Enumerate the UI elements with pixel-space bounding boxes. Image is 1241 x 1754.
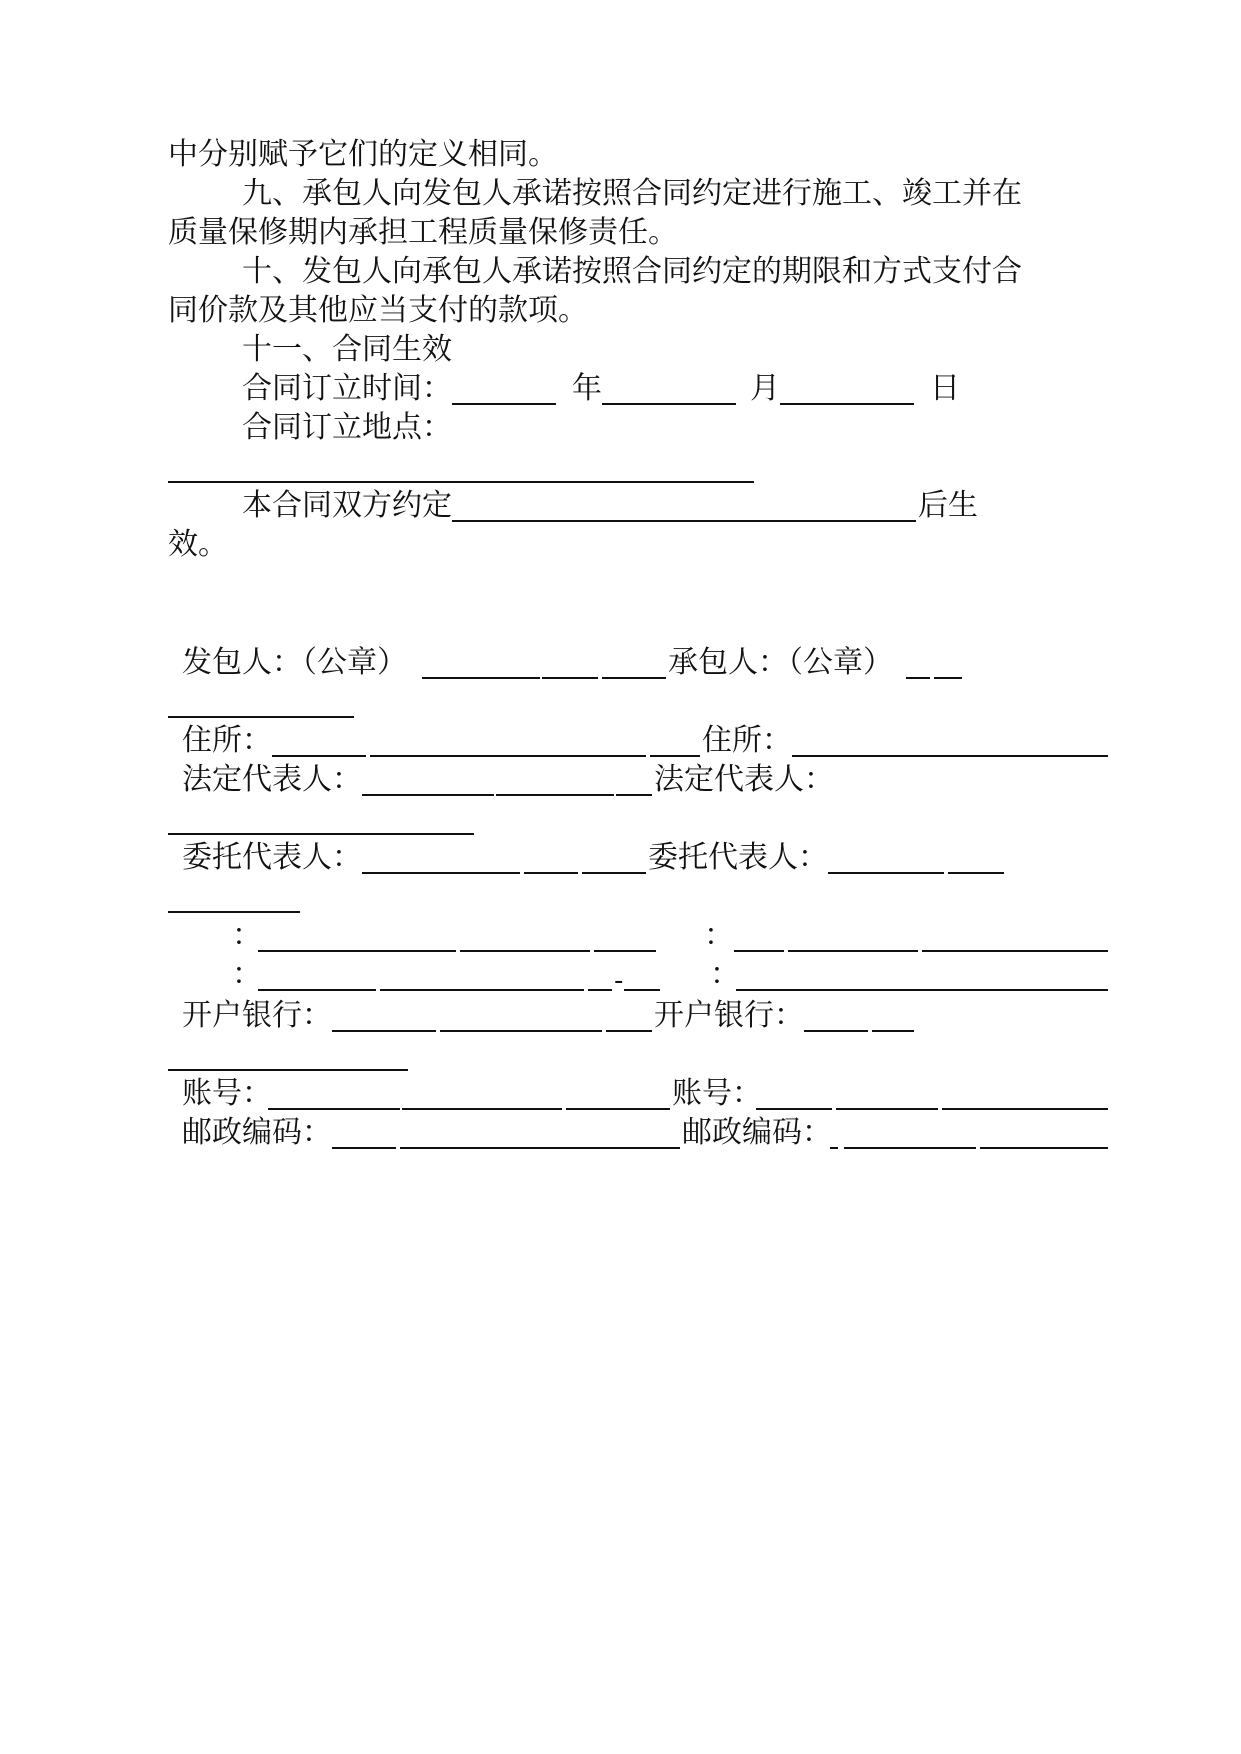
employer-legal-rep-blank-3[interactable]	[616, 794, 652, 796]
employer-postcode-blank-2[interactable]	[400, 1147, 680, 1149]
clause-10-line-1: 十、发包人向承包人承诺按照合同约定的期限和方式支付合	[242, 254, 1022, 289]
employer-seal-label: 发包人：（公章）	[182, 645, 407, 680]
contractor-authorized-rep-blank-1[interactable]	[828, 872, 944, 874]
year-blank[interactable]	[452, 403, 556, 405]
year-label: 年	[572, 371, 602, 406]
employer-unlabeled-2-blank-1[interactable]	[258, 989, 376, 991]
employer-unlabeled-2-dash: -	[614, 966, 624, 996]
signing-place-blank[interactable]	[168, 481, 754, 483]
employer-legal-rep-label: 法定代表人：	[182, 762, 362, 797]
signing-time-label: 合同订立时间：	[242, 371, 452, 406]
contractor-unlabeled-1-blank-2[interactable]	[788, 950, 918, 952]
employer-account-label: 账号：	[182, 1076, 272, 1111]
employer-unlabeled-2-colon: ：	[232, 957, 262, 992]
contractor-authorized-rep-blank-2[interactable]	[948, 872, 1004, 874]
employer-address-blank-3[interactable]	[650, 755, 700, 757]
contractor-seal-blank-1[interactable]	[906, 677, 930, 679]
contractor-seal-blank-2[interactable]	[934, 677, 962, 679]
employer-postcode-label: 邮政编码：	[182, 1115, 332, 1150]
employer-authorized-rep-label: 委托代表人：	[182, 840, 362, 875]
employer-unlabeled-2-blank-3[interactable]	[588, 989, 612, 991]
employer-unlabeled-1-blank-1[interactable]	[258, 950, 456, 952]
employer-bank-blank-1[interactable]	[332, 1030, 436, 1032]
employer-account-blank-3[interactable]	[566, 1108, 670, 1110]
employer-unlabeled-2-blank-2[interactable]	[380, 989, 584, 991]
employer-unlabeled-2-blank-4[interactable]	[624, 989, 660, 991]
day-blank[interactable]	[780, 403, 914, 405]
effect-suffix-line-2: 效。	[168, 527, 228, 562]
contractor-seal-blank-3[interactable]	[168, 716, 354, 718]
employer-account-blank-2[interactable]	[402, 1108, 562, 1110]
contractor-postcode-label: 邮政编码：	[682, 1115, 832, 1150]
contractor-bank-blank-1[interactable]	[804, 1030, 868, 1032]
signing-place-label: 合同订立地点：	[242, 410, 452, 445]
employer-authorized-rep-blank-2[interactable]	[524, 872, 578, 874]
contractor-legal-rep-blank[interactable]	[168, 833, 474, 835]
employer-legal-rep-blank-1[interactable]	[362, 794, 494, 796]
effect-prefix: 本合同双方约定	[242, 488, 452, 523]
contractor-postcode-blank-3[interactable]	[980, 1147, 1108, 1149]
contractor-bank-blank-2[interactable]	[872, 1030, 914, 1032]
contractor-address-blank[interactable]	[792, 755, 1108, 757]
employer-unlabeled-1-blank-2[interactable]	[460, 950, 590, 952]
contractor-seal-label: 承包人：（公章）	[668, 645, 893, 680]
contractor-address-label: 住所：	[702, 723, 792, 758]
contractor-bank-label: 开户银行：	[654, 998, 804, 1033]
employer-bank-blank-3[interactable]	[606, 1030, 652, 1032]
contractor-postcode-blank-2[interactable]	[844, 1147, 976, 1149]
employer-address-label: 住所：	[182, 723, 272, 758]
employer-seal-blank-1[interactable]	[422, 677, 540, 679]
contractor-account-blank-3[interactable]	[942, 1108, 1108, 1110]
employer-postcode-blank-1[interactable]	[332, 1147, 396, 1149]
contractor-unlabeled-2-colon: ：	[710, 957, 740, 992]
clause-10-line-2: 同价款及其他应当支付的款项。	[168, 293, 588, 328]
contractor-account-blank-1[interactable]	[756, 1108, 832, 1110]
contractor-authorized-rep-label: 委托代表人：	[648, 840, 828, 875]
month-label: 月	[750, 371, 780, 406]
employer-bank-label: 开户银行：	[182, 998, 332, 1033]
text-line-continuation: 中分别赋予它们的定义相同。	[168, 137, 558, 172]
day-label: 日	[930, 371, 960, 406]
employer-authorized-rep-blank-3[interactable]	[582, 872, 646, 874]
effect-condition-blank[interactable]	[452, 520, 916, 522]
month-blank[interactable]	[602, 403, 736, 405]
effect-suffix: 后生	[918, 488, 978, 523]
employer-bank-blank-2[interactable]	[440, 1030, 602, 1032]
employer-unlabeled-1-blank-3[interactable]	[594, 950, 656, 952]
employer-unlabeled-1-colon: ：	[232, 918, 262, 953]
contractor-account-blank-2[interactable]	[836, 1108, 938, 1110]
employer-address-blank-1[interactable]	[272, 755, 366, 757]
contractor-unlabeled-2-blank[interactable]	[736, 989, 1108, 991]
employer-address-blank-2[interactable]	[370, 755, 646, 757]
contractor-unlabeled-1-blank-1[interactable]	[734, 950, 784, 952]
contractor-authorized-rep-blank-3[interactable]	[168, 911, 300, 913]
clause-9-line-2: 质量保修期内承担工程质量保修责任。	[168, 215, 678, 250]
contractor-unlabeled-1-colon: ：	[704, 918, 734, 953]
contractor-unlabeled-1-blank-3[interactable]	[922, 950, 1108, 952]
contractor-postcode-blank-1[interactable]	[830, 1147, 838, 1149]
employer-account-blank-1[interactable]	[268, 1108, 400, 1110]
employer-authorized-rep-blank-1[interactable]	[362, 872, 520, 874]
employer-seal-blank-2[interactable]	[542, 677, 598, 679]
clause-9-line-1: 九、承包人向发包人承诺按照合同约定进行施工、竣工并在	[242, 176, 1022, 211]
contractor-account-label: 账号：	[672, 1076, 762, 1111]
employer-legal-rep-blank-2[interactable]	[496, 794, 614, 796]
contractor-bank-blank-3[interactable]	[168, 1069, 408, 1071]
contractor-legal-rep-label: 法定代表人：	[654, 762, 834, 797]
clause-11-title: 十一、合同生效	[242, 332, 452, 367]
employer-seal-blank-3[interactable]	[602, 677, 666, 679]
